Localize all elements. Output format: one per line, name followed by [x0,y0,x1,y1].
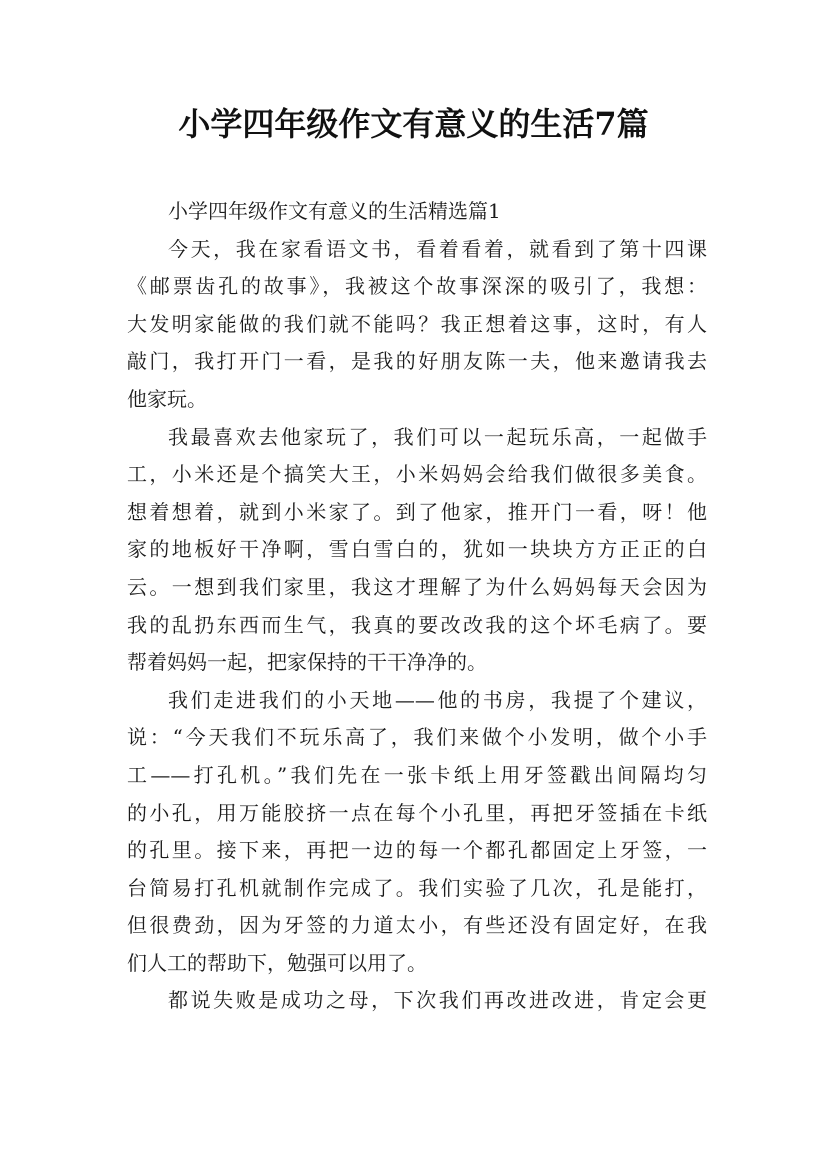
paragraph-line: 大发明家能做的我们就不能吗？我正想着这事，这时，有人 [127,311,707,336]
paragraph-line: 的孔里。接下来，再把一边的每一个都孔都固定上牙签，一 [127,838,707,863]
paragraph-line: 们人工的帮助下，勉强可以用了。 [127,950,427,975]
paragraph-line: 帮着妈妈一起，把家保持的干干净净的。 [127,650,487,675]
paragraph-line: 我们走进我们的小天地——他的书房，我提了个建议， [168,687,707,712]
paragraph-line: 说：“今天我们不玩乐高了，我们来做个小发明，做个小手 [127,725,707,750]
paragraph-line: 工，小米还是个搞笑大王，小米妈妈会给我们做很多美食。 [127,462,707,487]
paragraph-line: 台简易打孔机就制作完成了。我们实验了几次，孔是能打， [127,875,707,900]
paragraph-line: 想着想着，就到小米家了。到了他家，推开门一看，呀！他 [127,499,707,524]
paragraph-line: 都说失败是成功之母，下次我们再改进改进，肯定会更 [168,988,707,1013]
paragraph-line: 的小孔，用万能胶挤一点在每个小孔里，再把牙签插在卡纸 [127,800,707,825]
paragraph-line: 我最喜欢去他家玩了，我们可以一起玩乐高，一起做手 [168,424,707,449]
paragraph-line: 敲门，我打开门一看，是我的好朋友陈一夫，他来邀请我去 [127,349,707,374]
paragraph-line: 家的地板好干净啊，雪白雪白的，犹如一块块方方正正的白 [127,537,707,562]
paragraph-line: 云。一想到我们家里，我这才理解了为什么妈妈每天会因为 [127,574,707,599]
paragraph-line: 他家玩。 [127,386,207,411]
paragraph-line: 但很费劲，因为牙签的力道太小，有些还没有固定好，在我 [127,913,707,938]
paragraph-line: 我的乱扔东西而生气，我真的要改改我的这个坏毛病了。要 [127,612,707,637]
document-title: 小学四年级作文有意义的生活7篇 [178,105,649,143]
section-heading: 小学四年级作文有意义的生活精选篇1 [168,199,501,223]
paragraph-line: 今天，我在家看语文书，看着看着，就看到了第十四课 [168,236,707,261]
document-body [127,193,707,1020]
paragraph-line: 《邮票齿孔的故事》，我被这个故事深深的吸引了，我想： [127,274,707,299]
paragraph-line: 工——打孔机。”我们先在一张卡纸上用牙签戳出间隔均匀 [127,762,707,787]
